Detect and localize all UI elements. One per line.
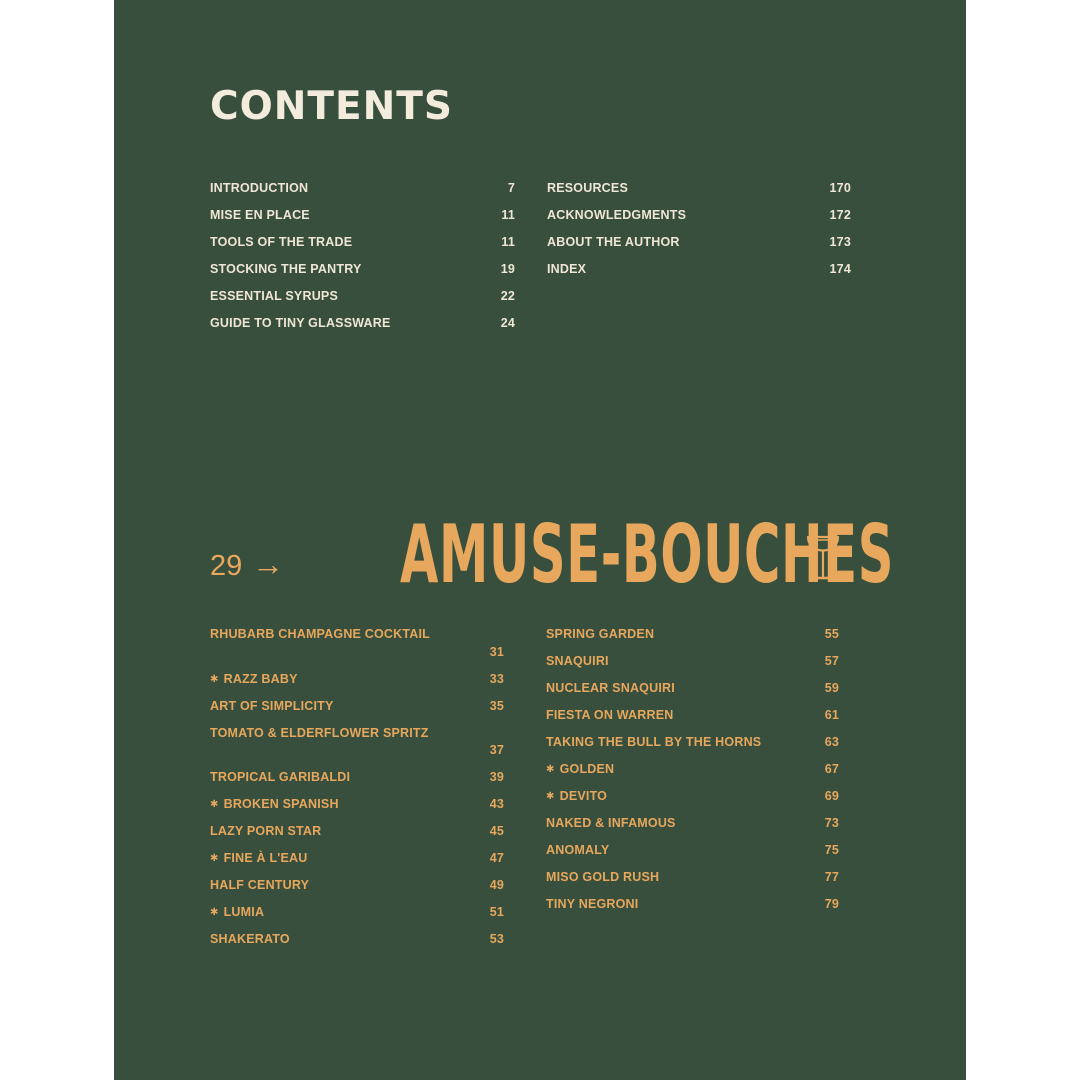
toc-entry (547, 180, 851, 207)
toc-entry-text: ART OF SIMPLICITY (210, 698, 334, 713)
toc-entry-text: BROKEN SPANISH (223, 797, 339, 811)
toc-entry (546, 842, 839, 869)
toc-entry (547, 207, 851, 234)
toc-entry-page: 174 (829, 262, 851, 276)
toc-entry-page: 51 (489, 905, 504, 919)
toc-entry (547, 234, 851, 261)
toc-entry-label (210, 850, 504, 868)
star-icon: ✱ (210, 907, 219, 918)
toc-entry-text: NAKED & INFAMOUS (546, 816, 676, 830)
toc-entry-text: NUCLEAR SNAQUIRI (546, 681, 675, 695)
toc-entry-text: LAZY PORN STAR (210, 824, 322, 838)
toc-entry-page: 49 (489, 878, 504, 892)
toc-entry-text: STOCKING THE PANTRY (210, 262, 362, 276)
toc-entry-text: DEVITO (559, 789, 608, 803)
toc-entry-text: TOMATO & ELDERFLOWER SPRITZ (210, 725, 429, 740)
star-icon: ✱ (546, 791, 555, 802)
toc-entry-label (210, 931, 504, 949)
toc-entry-text: SHAKERATO (210, 932, 290, 946)
toc-entry-page: 11 (501, 235, 515, 249)
toc-entry-label (210, 823, 504, 841)
toc-entry-text: ANOMALY (546, 843, 610, 857)
toc-entry-label (546, 653, 839, 671)
toc-entry-page: 11 (501, 208, 515, 222)
toc-entry-page: 75 (824, 843, 839, 857)
toc-entry-label (546, 626, 839, 644)
arrow-right-icon: → (252, 546, 284, 582)
toc-entry-text: FIESTA ON WARREN (546, 708, 674, 722)
toc-entry-label (546, 896, 839, 914)
toc-entry-text: SNAQUIRI (546, 654, 609, 668)
toc-entry-label (210, 180, 515, 198)
section-header (210, 508, 895, 601)
toc-entry-label (546, 680, 839, 698)
toc-entry-text: MISE EN PLACE (210, 208, 310, 222)
toc-entry-page: 22 (500, 289, 515, 303)
toc-entry-label (210, 877, 504, 895)
toc-entry (210, 261, 515, 288)
toc-entry-page: 24 (500, 316, 515, 330)
toc-entry-page: 37 (489, 743, 504, 757)
toc-entry-text: TAKING THE BULL BY THE HORNS (546, 735, 762, 749)
toc-entry-page: 170 (829, 181, 851, 195)
toc-entry-text: TINY NEGRONI (546, 897, 639, 911)
toc-entry-text: RAZZ BABY (223, 671, 298, 686)
toc-entry-page: 31 (489, 644, 504, 659)
toc-entry-page: 53 (489, 932, 504, 946)
toc-entry-label (210, 288, 515, 306)
toc-entry-label (546, 734, 839, 752)
section-list-left (210, 626, 504, 958)
toc-entry-label (547, 234, 851, 252)
toc-entry-label (210, 234, 515, 252)
toc-entry-label (210, 904, 504, 922)
cocktail-glass-icon (806, 531, 840, 581)
toc-entry (210, 931, 504, 958)
toc-entry-label (546, 842, 839, 860)
star-icon: ✱ (210, 853, 219, 864)
toc-entry-label (210, 698, 504, 716)
toc-entry (546, 734, 839, 761)
toc-entry-label (546, 815, 839, 833)
toc-entry-page: 33 (489, 671, 504, 686)
toc-entry (547, 261, 851, 288)
toc-entry-page: 173 (829, 235, 851, 249)
toc-entry-text: RESOURCES (547, 181, 628, 195)
toc-entry (546, 788, 839, 815)
toc-entry-page: 59 (824, 681, 839, 695)
toc-entry-page: 67 (824, 762, 839, 776)
toc-entry (210, 796, 504, 823)
star-icon: ✱ (546, 764, 555, 775)
toc-entry-label (546, 788, 839, 806)
toc-entry (546, 815, 839, 842)
toc-entry (210, 288, 515, 315)
toc-entry (546, 761, 839, 788)
toc-entry (210, 180, 515, 207)
toc-entry-text: TROPICAL GARIBALDI (210, 770, 351, 784)
book-page (114, 0, 966, 1080)
toc-entry-page: 73 (824, 816, 839, 830)
toc-entry-text: MISO GOLD RUSH (546, 870, 660, 884)
toc-entry-page: 39 (489, 770, 504, 784)
toc-entry-page: 69 (824, 789, 839, 803)
toc-entry-text: INTRODUCTION (210, 181, 309, 195)
toc-entry-label (210, 626, 504, 644)
toc-entry-text: ABOUT THE AUTHOR (547, 235, 680, 249)
section-title: AMUSE-BOUCHES (400, 508, 895, 601)
toc-entry-page: 63 (824, 735, 839, 749)
toc-entry (210, 850, 504, 877)
front-matter-list-left (210, 180, 515, 342)
toc-entry-text: RHUBARB CHAMPAGNE COCKTAIL (210, 627, 431, 641)
toc-entry (546, 653, 839, 680)
toc-entry-page: 35 (489, 698, 504, 713)
toc-entry-text: LUMIA (223, 905, 265, 919)
toc-entry-page: 79 (824, 897, 839, 911)
toc-entry-label (546, 761, 839, 779)
toc-entry-page: 43 (489, 797, 504, 811)
toc-entry (210, 671, 504, 698)
star-icon: ✱ (210, 799, 219, 810)
toc-entry-label (210, 671, 504, 689)
toc-entry (210, 904, 504, 931)
toc-entry-page: 172 (829, 208, 851, 222)
page-title: CONTENTS (210, 84, 453, 129)
toc-entry-text: ACKNOWLEDGMENTS (547, 208, 687, 222)
toc-entry-text: SPRING GARDEN (546, 627, 655, 641)
toc-entry-page: 45 (489, 824, 504, 838)
toc-entry-label (210, 796, 504, 814)
toc-entry-text: ESSENTIAL SYRUPS (210, 289, 338, 303)
toc-entry-text: GUIDE TO TINY GLASSWARE (210, 316, 391, 330)
toc-entry (210, 725, 504, 770)
toc-entry (210, 315, 515, 342)
section-page-number: 29 (210, 550, 243, 582)
toc-entry (210, 234, 515, 261)
toc-entry-page: 61 (824, 708, 839, 722)
toc-entry (210, 877, 504, 904)
toc-entry (546, 896, 839, 923)
toc-entry-label (546, 707, 839, 725)
toc-entry-label (210, 725, 504, 743)
toc-entry-page: 55 (824, 627, 839, 641)
toc-entry-label (547, 207, 851, 225)
section-list-right (546, 626, 839, 923)
toc-entry (210, 207, 515, 234)
toc-entry (546, 707, 839, 734)
toc-entry-label (546, 869, 839, 887)
toc-entry (546, 626, 839, 653)
toc-entry (210, 698, 504, 725)
toc-entry-text: INDEX (547, 262, 587, 276)
toc-entry-label (210, 769, 504, 787)
toc-entry-label (547, 261, 851, 279)
toc-entry-page: 77 (824, 870, 839, 884)
toc-entry (546, 869, 839, 896)
toc-entry (210, 769, 504, 796)
toc-entry-text: GOLDEN (559, 762, 615, 776)
toc-entry-text: FINE À L'EAU (223, 851, 308, 865)
toc-entry-text: TOOLS OF THE TRADE (210, 235, 353, 249)
star-icon: ✱ (210, 673, 219, 685)
toc-entry-page: 7 (507, 181, 515, 195)
toc-entry-text: HALF CENTURY (210, 878, 310, 892)
front-matter-list-right (547, 180, 851, 288)
toc-entry-label (210, 207, 515, 225)
toc-entry (210, 626, 504, 671)
toc-entry-page: 47 (489, 851, 504, 865)
toc-entry-page: 57 (824, 654, 839, 668)
toc-entry-page: 19 (500, 262, 515, 276)
toc-entry-label (210, 315, 515, 333)
toc-entry-label (547, 180, 851, 198)
toc-entry (546, 680, 839, 707)
toc-entry (210, 823, 504, 850)
toc-entry-label (210, 261, 515, 279)
